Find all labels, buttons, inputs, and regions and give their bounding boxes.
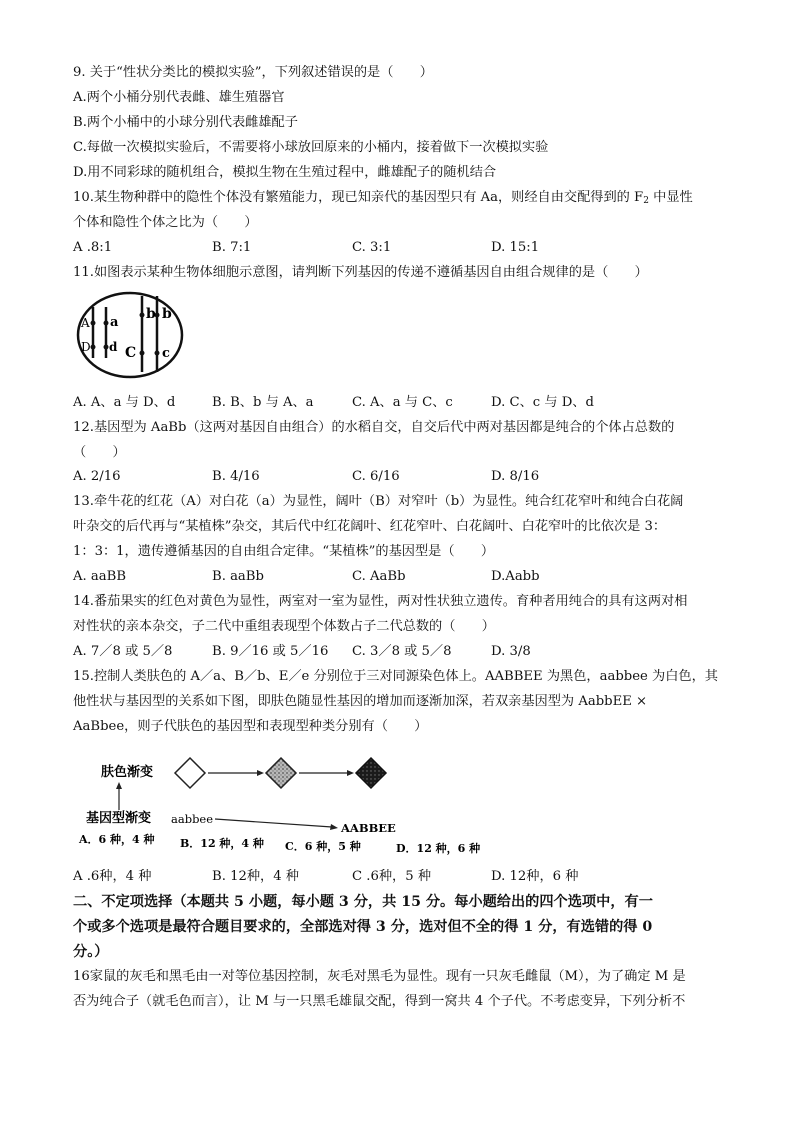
q9-option-a: A.两个小桶分别代表雌、雄生殖器官: [73, 90, 285, 105]
q10-stem-text: 10.某生物种群中的隐性个体没有繁殖能力，现已知亲代的基因型只有 Aa，则经自由交配得到的 F: [73, 190, 644, 205]
cell-diagram: [74, 290, 186, 380]
figure-left-gene: aabbee: [171, 812, 214, 826]
skin-color-figure: [74, 744, 494, 856]
gene-label: c: [162, 346, 170, 361]
figure-option: D．12 种，6 种: [396, 842, 481, 855]
gene-label: A: [81, 316, 90, 330]
gene-label: D: [81, 340, 91, 354]
gene-locus: [140, 351, 145, 356]
gene-label: a: [110, 315, 119, 330]
q14-option: C. 3／8 或 5／8: [352, 644, 452, 659]
q13-stem-line3: 1：3：1，遗传遵循基因的自由组合定律。“某植株”的基因型是（ ）: [73, 544, 495, 559]
section2-heading: 二、不定项选择（本题共 5 小题，每小题 3 分，共 15 分。每小题给出的四个选项中，有一: [73, 894, 653, 910]
gene-locus: [104, 345, 109, 350]
q9-option-b: B.两个小桶中的小球分别代表雌雄配子: [73, 115, 298, 130]
gene-arrow: [215, 819, 332, 827]
section2-heading-line2: 个或多个选项是最符合题目要求的，全部选对得 3 分，选对但不全的得 1 分，有选错的得 0: [73, 919, 653, 935]
q10-stem: [73, 189, 693, 210]
q12-option: D. 8/16: [491, 469, 540, 484]
q14-option: D. 3/8: [491, 644, 531, 659]
q12-option: C. 6/16: [352, 469, 400, 484]
gene-locus: [140, 313, 145, 318]
q10-option: C. 3:1: [352, 240, 392, 255]
gene-label: C: [125, 345, 137, 361]
q12-option: A. 2/16: [73, 469, 121, 484]
q14-stem: 14.番茄果实的红色对黄色为显性，两室对一室为显性，两对性状独立遗传。育种者用纯合的具有这两对相: [73, 594, 688, 609]
q10-subscript: 2: [643, 196, 649, 206]
arrow-head: [347, 770, 354, 776]
diamond-black: [356, 758, 386, 788]
arrow-head: [257, 770, 264, 776]
gene-locus: [91, 345, 96, 350]
q14-option: B. 9／16 或 5／16: [212, 644, 329, 659]
q13-option: C. AaBb: [352, 569, 406, 584]
gene-locus: [91, 321, 96, 326]
q13-stem: 13.牵牛花的红花（A）对白花（a）为显性，阔叶（B）对窄叶（b）为显性。纯合红花窄叶和纯合白花阔: [73, 494, 684, 509]
q15-stem-line3: AaBbee，则子代肤色的基因型和表现型种类分别有（ ）: [73, 719, 428, 734]
q13-option: B. aaBb: [212, 569, 264, 584]
q9-option-c: C.每做一次模拟实验后，不需要将小球放回原来的小桶内，接着做下一次模拟实验: [73, 140, 549, 155]
q16-stem: 16家鼠的灰毛和黑毛由一对等位基因控制，灰毛对黑毛为显性。现有一只灰毛雌鼠（M），为了确定 M 是: [73, 969, 686, 984]
gene-label: b: [146, 306, 156, 322]
diamond-white: [175, 758, 205, 788]
q15-stem: 15.控制人类肤色的 A／a、B／b、E／e 分别位于三对同源染色体上。AABBEE 为黑色，aabbee 为白色，其: [73, 669, 718, 684]
q11-option: B. B、b 与 A、a: [212, 395, 314, 410]
q11-stem: 11.如图表示某种生物体细胞示意图，请判断下列基因的传递不遵循基因自由组合规律的是（ ）: [73, 265, 648, 280]
q15-option: B. 12种，4 种: [212, 869, 299, 884]
q13-option: A. aaBB: [73, 569, 127, 584]
q11-option: A. A、a 与 D、d: [73, 395, 176, 410]
diamond-gray: [266, 758, 296, 788]
q13-stem-line2: 叶杂交的后代再与“某植株”杂交，其后代中红花阔叶、红花窄叶、白花阔叶、白花窄叶的比依次是 3：: [73, 519, 667, 534]
figure-option: A．6 种，4 种: [79, 833, 155, 846]
arrow-head: [116, 782, 122, 789]
arrow-head: [330, 824, 338, 830]
q10-option: D. 15:1: [491, 240, 540, 255]
q15-option: A .6种，4 种: [73, 869, 152, 884]
q15-option: C .6种，5 种: [352, 869, 432, 884]
figure-color-label: 肤色渐变: [101, 765, 154, 780]
section2-heading-line3: 分。）: [73, 944, 109, 960]
q10-option: B. 7:1: [212, 240, 252, 255]
q15-stem-line2: 他性状与基因型的关系如下图，即肤色随显性基因的增加而逐渐加深，若双亲基因型为 AabbEE ×: [73, 694, 648, 709]
q11-option: D. C、c 与 D、d: [491, 395, 594, 410]
figure-right-gene: AABBEE: [341, 821, 396, 835]
q10-option: A .8:1: [73, 240, 113, 255]
q13-option: D.Aabb: [491, 569, 540, 584]
q15-option: D. 12种，6 种: [491, 869, 579, 884]
gene-locus: [104, 321, 109, 326]
q14-stem-line2: 对性状的亲本杂交，子二代中重组表现型个体数占子二代总数的（ ）: [73, 619, 495, 634]
q12-stem-line2: （ ）: [73, 445, 126, 460]
gene-label: b: [162, 306, 172, 322]
q10-stem-text-end: 中显性: [648, 190, 693, 205]
q12-option: B. 4/16: [212, 469, 260, 484]
q14-option: A. 7／8 或 5／8: [73, 644, 173, 659]
q11-option: C. A、a 与 C、c: [352, 395, 453, 410]
gene-label: d: [109, 340, 118, 354]
figure-option: B．12 种，4 种: [180, 837, 264, 850]
q9-option-d: D.用不同彩球的随机组合，模拟生物在生殖过程中，雌雄配子的随机结合: [73, 165, 497, 180]
figure-gene-label: 基因型渐变: [86, 811, 152, 826]
q12-stem: 12.基因型为 AaBb（这两对基因自由组合）的水稻自交，自交后代中两对基因都是纯合的个体占总数的: [73, 420, 675, 435]
figure-option: C．6 种，5 种: [285, 840, 361, 853]
gene-locus: [155, 351, 160, 356]
q9-stem: 9. 关于“性状分类比的模拟实验”，下列叙述错误的是（ ）: [73, 65, 433, 80]
q16-stem-line2: 否为纯合子（就毛色而言），让 M 与一只黑毛雄鼠交配，得到一窝共 4 个子代。不考虑变异，下列分析不: [73, 994, 686, 1009]
q10-stem-line2: 个体和隐性个体之比为（ ）: [73, 215, 258, 230]
